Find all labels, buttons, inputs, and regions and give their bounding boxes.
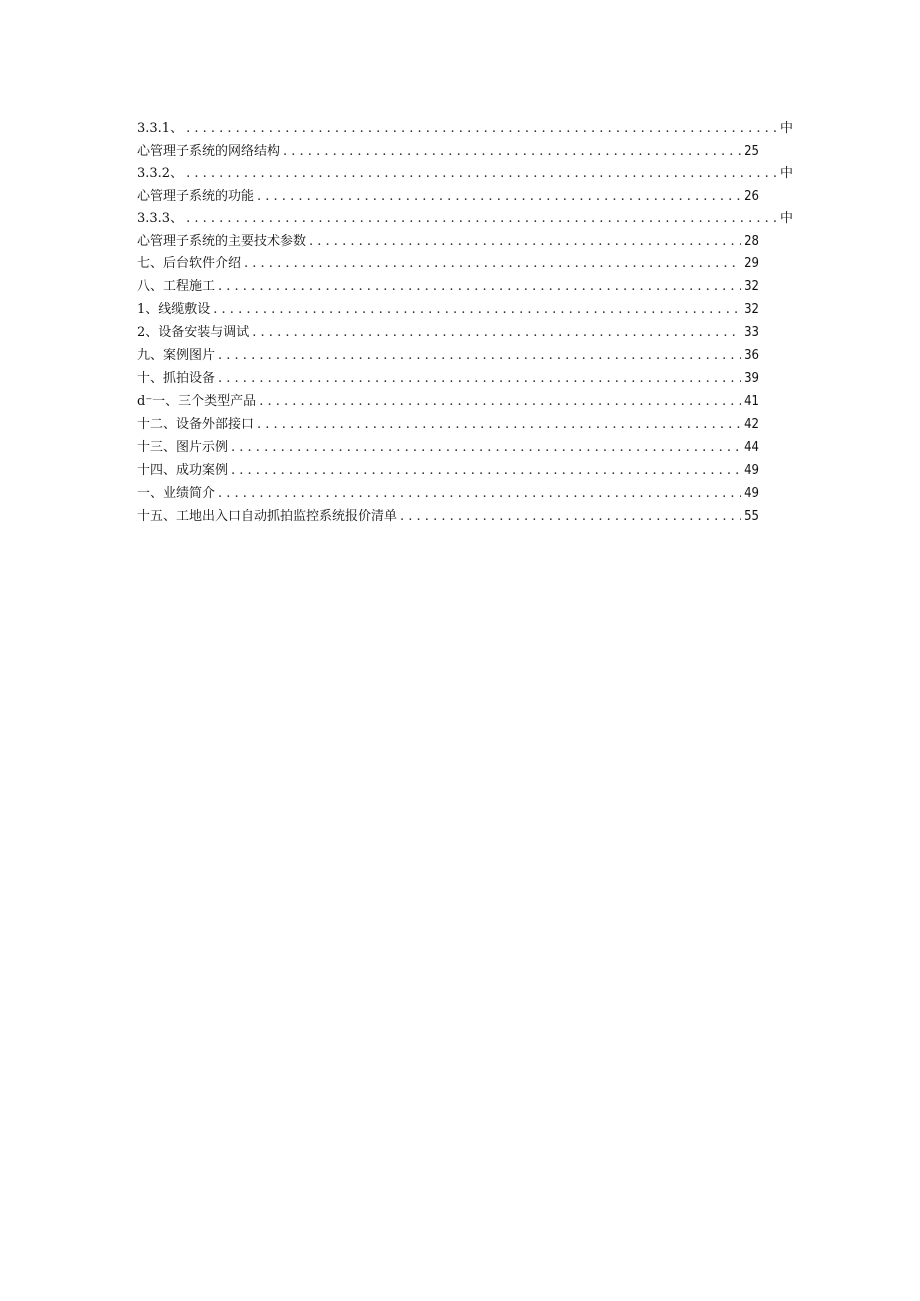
toc-entry	[137, 345, 793, 368]
toc-entry-label: 八、工程施工	[137, 279, 216, 294]
toc-entry-label: 十二、设备外部接口	[137, 417, 255, 432]
toc-leader-dots	[213, 299, 741, 322]
toc-entry	[137, 276, 793, 299]
toc-entry	[137, 163, 793, 186]
toc-entry	[137, 483, 793, 506]
toc-page-number: 49	[744, 463, 759, 478]
toc-page-number: 32	[744, 279, 759, 294]
toc-entry	[137, 437, 793, 460]
toc-entry-label: 十三、图片示例	[137, 440, 229, 455]
toc-entry-continuation: 中	[779, 166, 793, 181]
toc-entry-label: 心管理子系统的主要技术参数	[137, 233, 307, 249]
toc-entry-label: 3.3.1、	[137, 121, 184, 136]
toc-entry	[137, 414, 793, 437]
toc-entry-label: 1、线缆敷设	[137, 302, 211, 317]
toc-entry	[137, 231, 793, 254]
toc-entry-label: 十五、工地出入口自动抓拍监控系统报价清单	[137, 509, 398, 524]
toc-leader-dots	[252, 322, 741, 345]
toc-entry-label: 3.3.2、	[137, 166, 184, 181]
toc-entry	[137, 253, 793, 276]
toc-leader-dots	[309, 231, 741, 254]
toc-entry-continuation: 中	[779, 211, 793, 226]
toc-page-number: 49	[744, 486, 759, 501]
toc-page-number: 36	[744, 348, 759, 363]
toc-entry	[137, 391, 793, 414]
table-of-contents	[137, 118, 793, 529]
toc-leader-dots	[218, 368, 741, 391]
toc-page-number: 44	[744, 440, 759, 455]
toc-entry	[137, 208, 793, 231]
toc-entry	[137, 299, 793, 322]
toc-page-number: 29	[744, 256, 759, 271]
toc-page-number: 33	[744, 325, 759, 340]
toc-page-number: 42	[744, 417, 759, 432]
toc-entry-label: 心管理子系统的网络结构	[137, 143, 281, 159]
toc-page-number: 32	[744, 302, 759, 317]
toc-leader-dots	[186, 118, 777, 141]
toc-page-number: 41	[744, 394, 759, 409]
toc-leader-dots	[244, 253, 741, 276]
toc-entry-label: 心管理子系统的功能	[137, 188, 255, 204]
toc-leader-dots	[186, 208, 777, 231]
toc-entry-continuation: 中	[779, 121, 793, 136]
toc-leader-dots	[283, 141, 741, 164]
toc-page-number: 25	[744, 143, 759, 159]
toc-page-number: 26	[744, 188, 759, 204]
toc-entry-label: d⁻一、三个类型产品	[137, 394, 257, 409]
toc-leader-dots	[218, 345, 741, 368]
toc-leader-dots	[218, 483, 741, 506]
toc-leader-dots	[231, 460, 741, 483]
toc-leader-dots	[218, 276, 741, 299]
toc-entry	[137, 506, 793, 529]
toc-entry	[137, 322, 793, 345]
toc-page-number: 39	[744, 371, 759, 386]
toc-page-number: 55	[744, 509, 759, 524]
toc-leader-dots	[259, 391, 741, 414]
toc-leader-dots	[231, 437, 741, 460]
toc-entry-label: 九、案例图片	[137, 348, 216, 363]
toc-leader-dots	[400, 506, 741, 529]
toc-entry	[137, 118, 793, 141]
toc-entry-label: 2、设备安装与调试	[137, 325, 250, 340]
toc-entry	[137, 141, 793, 164]
toc-entry	[137, 186, 793, 209]
toc-entry-label: 3.3.3、	[137, 211, 184, 226]
toc-page-number: 28	[744, 233, 759, 249]
toc-leader-dots	[186, 163, 777, 186]
toc-entry-label: 七、后台软件介绍	[137, 256, 242, 271]
toc-entry	[137, 368, 793, 391]
toc-entry-label: 十四、成功案例	[137, 463, 229, 478]
toc-entry-label: 一、业绩简介	[137, 486, 216, 501]
toc-entry	[137, 460, 793, 483]
toc-entry-label: 十、抓拍设备	[137, 371, 216, 386]
toc-leader-dots	[257, 186, 741, 209]
toc-leader-dots	[257, 414, 741, 437]
